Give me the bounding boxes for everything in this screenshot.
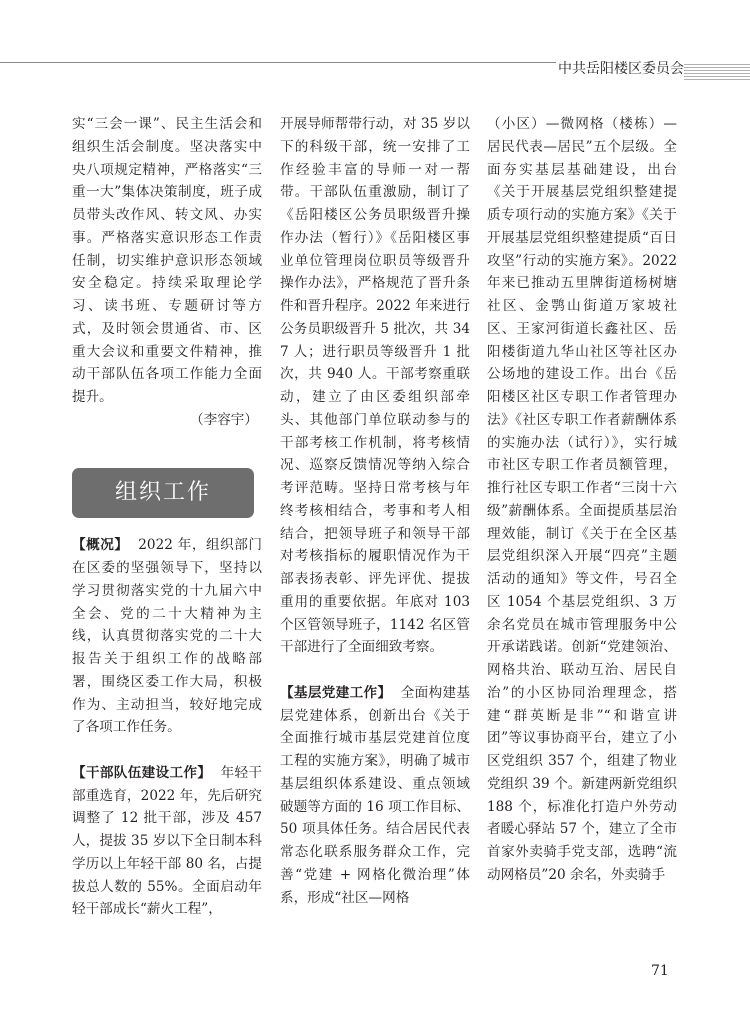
paragraph: 实“三会一课”、民主生活会和组织生活会制度。坚决落实中央八项规定精神，严格落实“三重一大”集体决策制度，班子成员带头改作风、转文风、办实事。严格落实意识形态工作责任制，切实维护意识形态领域安全稳定。持续采取理论学习、读书班、专题研讨等方式，及时领会贯通省、市、区重大会议和重要文件精神，推动干部队伍各项工作能力全面提升。 xyxy=(72,116,262,405)
text-column-1 xyxy=(72,113,262,921)
cadre-text: 年轻干部重选育，2022 年，先后研究调整了 12 批干部，涉及 457 人，提拔 35 岁以下全日制本科学历以上年轻干部 80 名，占提拔总人数的 55%。全面启动年轻干部成长“薪火工程”， xyxy=(72,764,263,918)
header-rule xyxy=(0,62,556,63)
page-number: 71 xyxy=(651,963,669,979)
grassroots-label: 【基层党建工作】 xyxy=(280,684,392,701)
text-column-2 xyxy=(280,113,470,909)
overview-paragraph xyxy=(72,534,262,739)
text-column-3 xyxy=(487,113,677,887)
header-decoration xyxy=(684,64,750,82)
cadre-paragraph xyxy=(72,762,262,921)
paragraph: （小区）—微网格（楼栋）—居民代表—居民”五个层级。全面夯实基层基础建设，出台《关于开展基层党组织整建提质专项行动的实施方案》《关于开展基层党组织整建提质“百日攻坚”行动的实施方案》。2022 年来已推动五里牌街道杨树塘社区、金鹗山街道万家坡社区、王家河街道长鑫社区、岳阳楼街道九华山社区等社区办公场地的建设工作。出台《岳阳楼区社区专职工作者管理办法》《社区专职工作者薪酬体系的实施办法（试行）》，实行城市社区专职工作者员额管理，推行社区专职工作者“三岗十六级”薪酬体系。全面提质基层治理效能，制订《关于在全区基层党组织深入开展“四亮”主题活动的通知》等文件，号召全区 1054 个基层党组织、3 万余名党员在城市管理服务中公开承诺践诺。创新“党建领治、网格共治、联动互治、居民自治”的小区协同治理理念，搭建“群英断是非”“和谐宣讲团”等议事协商平台，建立了小区党组织 357 个，组建了物业党组织 39 个。新建两新党组织 188 个，标准化打造户外劳动者暖心驿站 57 个，建立了全市首家外卖骑手党支部，选聘“流动网格员”20 余名，外卖骑手 xyxy=(487,116,677,883)
author-signature: （李容宇） xyxy=(190,411,258,428)
paragraph: 开展导师帮带行动，对 35 岁以下的科级干部，统一安排了工作经验丰富的导师一对一帮带。干部队伍重激励，制订了《岳阳楼区公务员职级晋升操作办法（暂行）》《岳阳楼区事业单位管理岗位职员等级晋升操作办法》，严格规范了晋升条件和晋升程序。2022 年来进行公务员职级晋升 5 批次，共 347 人；进行职员等级晋升 1 批次，共 940 人。干部考察重联动，建立了由区委组织部牵头、其他部门单位联动参与的干部考核工作机制，将考核情况、巡察反馈情况等纳入综合考评范畴。坚持日常考核与年终考核相结合，考事和考人相结合，把领导班子和领导干部对考核指标的履职情况作为干部表扬表彰、评先评优、提拔重用的重要依据。年底对 103 个区管领导班子，1142 名区管干部进行了全面细致考察。 xyxy=(280,116,470,656)
cadre-label: 【干部队伍建设工作】 xyxy=(72,764,212,781)
grassroots-text: 全面构建基层党建体系，创新出台《关于全面推行城市基层党建首位度工程的实施方案》，明确了城市基层组织体系建设、重点领域破题等方面的 16 项工作目标、50 项具体任务。结合居民代表常态化联系服务群众工作，完善“党建 + 网格化微治理”体系，形成“社区—网格 xyxy=(280,684,471,906)
grassroots-paragraph xyxy=(280,682,470,910)
overview-text: 2022 年，组织部门在区委的坚强领导下，坚持以学习贯彻落实党的十九届六中全会、党的二十大精神为主线，认真贯彻落实党的二十大报告关于组织工作的战略部署，围绕区委工作大局，积极作为、主动担当，较好地完成了各项工作任务。 xyxy=(72,537,263,736)
header-org-name: 中共岳阳楼区委员会 xyxy=(558,61,684,77)
section-title-banner: 组织工作 xyxy=(72,468,254,518)
overview-label: 【概况】 xyxy=(72,537,129,554)
